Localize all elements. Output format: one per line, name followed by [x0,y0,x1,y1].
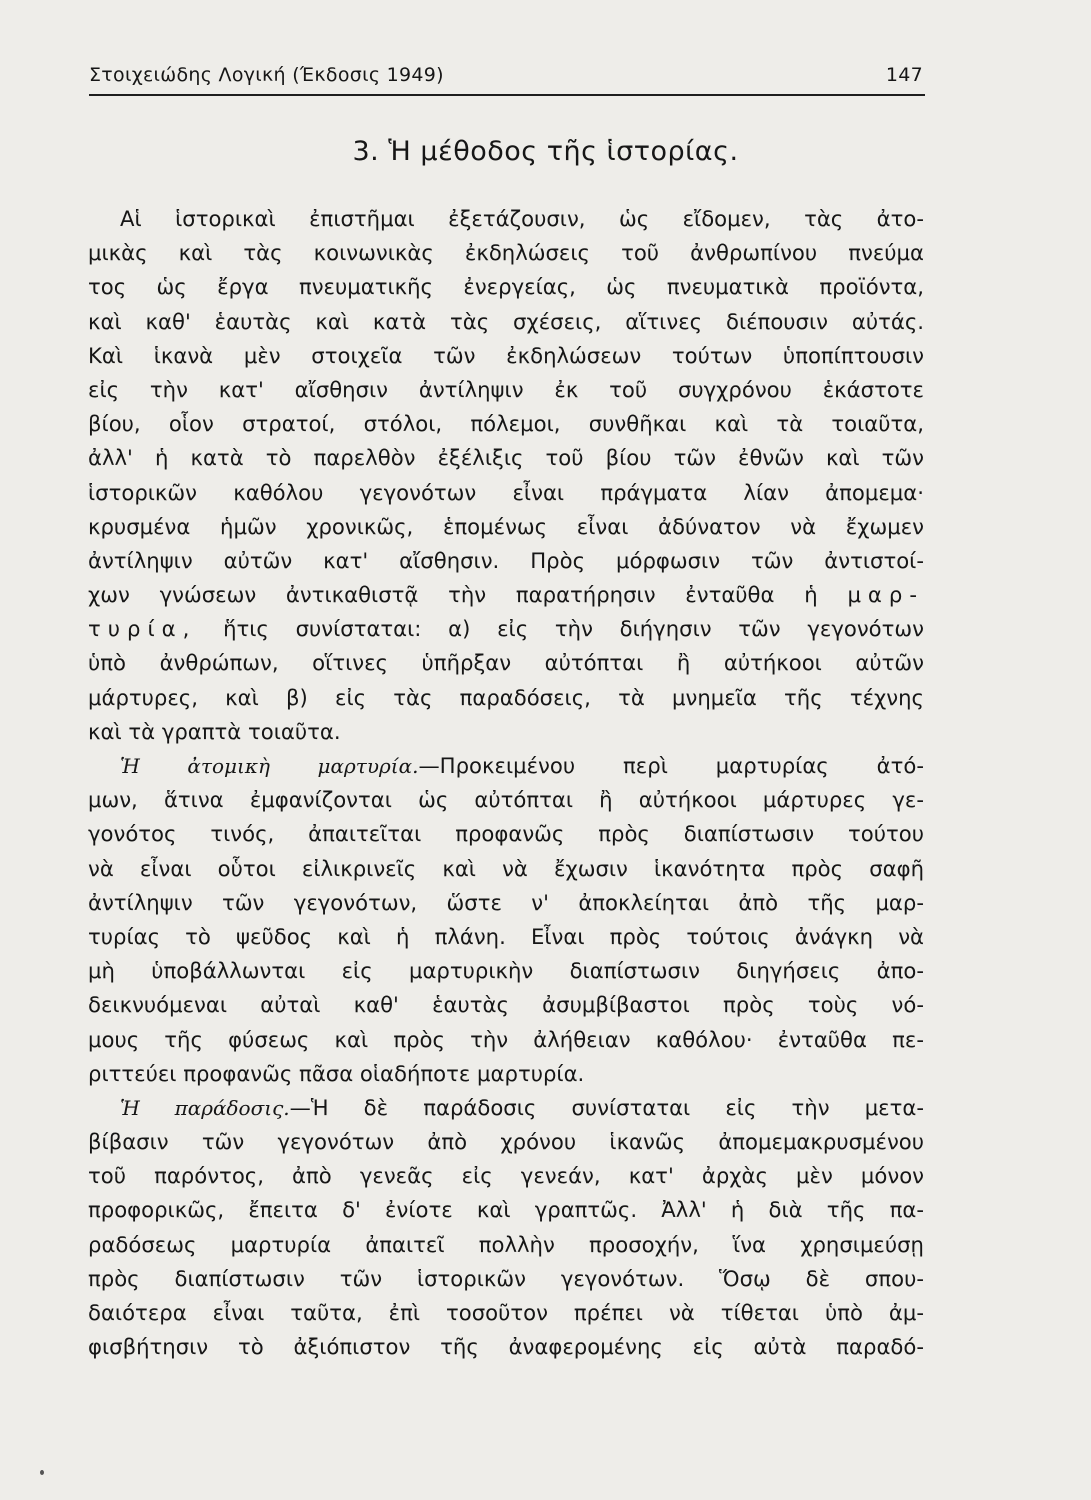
text-line: ὑπὸ ἀνθρώπων, οἵτινες ὑπῆρξαν αὐτόπται ἢ αὐτήκοοι αὐτῶν [88,650,924,676]
subheading: Ἡ παράδοσις. [120,1095,290,1120]
text-line: τοῦ παρόντος, ἀπὸ γενεᾶς εἰς γενεάν, κατ' ἀρχὰς μὲν μόνον [88,1163,924,1189]
spaced-word: τυρία, [88,616,197,642]
spaced-word: μαρ- [847,582,924,608]
text-line: βίου, οἷον στρατοί, στόλοι, πόλεμοι, συνθῆκαι καὶ τὰ τοιαῦτα, [88,411,924,437]
text-line: νὰ εἶναι οὗτοι εἰλικρινεῖς καὶ νὰ ἔχωσιν ἱκανότητα πρὸς σαφῆ [88,855,924,881]
text-line: φισβήτησιν τὸ ἀξιόπιστον τῆς ἀναφερομένης εἰς αὐτὰ παραδό- [88,1334,924,1360]
page-number: 147 [885,64,923,86]
text-line: μάρτυρες, καὶ β) εἰς τὰς παραδόσεις, τὰ μνημεῖα τῆς τέχνης [88,684,924,710]
section-title: 3. Ἡ μέθοδος τῆς ἱστορίας. [352,136,739,167]
text-line: βίβασιν τῶν γεγονότων ἀπὸ χρόνου ἱκανῶς ἀπομεμακρυσμένου [88,1129,924,1155]
text-line: μων, ἅτινα ἐμφανίζονται ὡς αὐτόπται ἢ αὐτήκοοι μάρτυρες γε- [88,787,924,813]
text-line: δαιότερα εἶναι ταῦτα, ἐπὶ τοσοῦτον πρέπει νὰ τίθεται ὑπὸ ἀμ- [88,1300,924,1325]
text-line: καὶ τὰ γραπτὰ τοιαῦτα. [88,718,341,744]
text-line: τυρίας τὸ ψεῦδος καὶ ἡ πλάνη. Εἶναι πρὸς τούτοις ἀνάγκη νὰ [88,923,924,949]
text-line: μους τῆς φύσεως καὶ πρὸς τὴν ἀλήθειαν καθόλου· ἐνταῦθα πε- [88,1026,924,1052]
text-line: ραδόσεως μαρτυρία ἀπαιτεῖ πολλὴν προσοχήν, ἵνα χρησιμεύσῃ [88,1231,924,1257]
text-line: μικὰς καὶ τὰς κοινωνικὰς ἐκδηλώσεις τοῦ ἀνθρωπίνου πνεύμα [88,240,924,266]
subheading: Ἡ ἀτομικὴ μαρτυρία. [120,754,419,778]
text-line: προφορικῶς, ἔπειτα δ' ἐνίοτε καὶ γραπτῶς. Ἀλλ' ἡ διὰ τῆς πα- [88,1197,924,1223]
text-line: μὴ ὑποβάλλωνται εἰς μαρτυρικὴν διαπίστωσιν διηγήσεις ἀπο- [88,958,924,984]
ink-speck [40,1470,44,1475]
text-line: ἀντίληψιν τῶν γεγονότων, ὥστε ν' ἀποκλείηται ἀπὸ τῆς μαρ- [88,889,924,915]
running-title: Στοιχειώδης Λογική (Έκδοσις 1949) [89,64,444,86]
text-line: ριττεύει προφανῶς πᾶσα οἱαδήποτε μαρτυρία. [88,1060,585,1086]
text-line [88,612,924,646]
text-line: εἰς τὴν κατ' αἴσθησιν ἀντίληψιν ἐκ τοῦ συγχρόνου ἑκάστοτε [88,376,924,402]
text-fragment: —Ἡ δὲ παράδοσις συνίσταται εἰς τὴν μετα- [289,1094,925,1120]
text-line: Καὶ ἱκανὰ μὲν στοιχεῖα τῶν ἐκδηλώσεων τούτων ὑποπίπτουσιν [88,342,924,368]
text-line [88,578,924,612]
text-line [88,749,924,783]
text-line: ἱστορικῶν καθόλου γεγονότων εἶναι πράγματα λίαν ἀπομεμα· [88,479,924,505]
body-text [88,202,924,1364]
text-line: πρὸς διαπίστωσιν τῶν ἱστορικῶν γεγονότων. Ὅσῳ δὲ σπου- [88,1265,924,1291]
text-fragment: ἥτις συνίσταται: α) εἰς τὴν διήγησιν τῶν γεγονότων [223,616,924,642]
text-line: κρυσμένα ἡμῶν χρονικῶς, ἑπομένως εἶναι ἀδύνατον νὰ ἔχωμεν [88,513,924,539]
text-line: δεικνυόμεναι αὐταὶ καθ' ἑαυτὰς ἀσυμβίβαστοι πρὸς τοὺς νό- [88,992,924,1018]
text-line: Αἱ ἱστορικαὶ ἐπιστῆμαι ἐξετάζουσιν, ὡς εἴδομεν, τὰς ἀτο- [120,206,924,231]
running-header [89,62,925,96]
text-fragment: —Προκειμένου περὶ μαρτυρίας ἀτό- [418,753,924,778]
text-line: ἀλλ' ἡ κατὰ τὸ παρελθὸν ἐξέλιξις τοῦ βίου τῶν ἐθνῶν καὶ τῶν [88,445,924,471]
text-line: καὶ καθ' ἑαυτὰς καὶ κατὰ τὰς σχέσεις, αἵτινες διέπουσιν αὐτάς. [88,308,924,334]
text-line: τος ὡς ἔργα πνευματικῆς ἐνεργείας, ὡς πνευματικὰ προϊόντα, [88,274,924,300]
text-line: ἀντίληψιν αὐτῶν κατ' αἴσθησιν. Πρὸς μόρφωσιν τῶν ἀντιστοί- [88,547,924,573]
text-fragment: χων γνώσεων ἀντικαθιστᾷ τὴν παρατήρησιν ἐνταῦθα ἡ [88,582,818,608]
text-line: γονότος τινός, ἀπαιτεῖται προφανῶς πρὸς διαπίστωσιν τούτου [88,821,924,847]
text-line [88,1091,924,1125]
